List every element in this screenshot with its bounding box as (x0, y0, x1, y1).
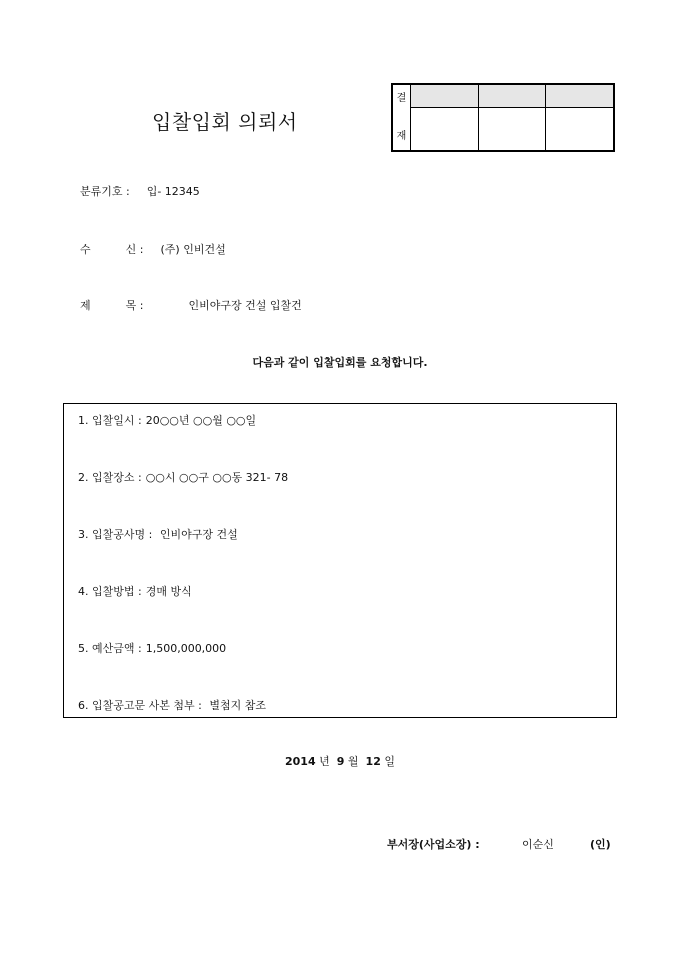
signature-label: 부서장(사업소장) : (387, 838, 480, 851)
subject-value: 인비야구장 건설 입찰건 (188, 299, 302, 312)
subject-label-2: 목 : (125, 299, 144, 312)
detail-item (78, 640, 226, 656)
approval-header-cell[interactable] (478, 85, 546, 108)
classification-value: 입- 12345 (146, 185, 200, 198)
approval-header-cell[interactable] (546, 85, 614, 108)
approval-box (391, 83, 615, 152)
subject-row (80, 297, 302, 313)
detail-label: 6. 입찰공고문 사본 첨부 : (78, 699, 202, 712)
recipient-value: (주) 인비건설 (160, 243, 226, 256)
recipient-label-2: 신 : (125, 243, 144, 256)
signature-seal: (인) (590, 838, 611, 851)
detail-value: 별첨지 참조 (205, 699, 266, 712)
date-month-unit: 월 (347, 755, 359, 768)
detail-value: 20○○년 ○○월 ○○일 (145, 414, 257, 427)
detail-item (78, 583, 192, 599)
detail-value: 1,500,000,000 (145, 642, 227, 655)
date-year: 2014 (284, 755, 316, 768)
classification-row (80, 183, 200, 199)
approval-sign-cell[interactable] (478, 108, 546, 151)
date-year-unit: 년 (319, 755, 330, 768)
details-box (63, 403, 617, 718)
detail-label: 2. 입찰장소 : (78, 471, 142, 484)
document-title: 입찰입회 의뢰서 (152, 110, 298, 134)
detail-item (78, 469, 288, 485)
date-day-unit: 일 (384, 755, 395, 768)
recipient-label-1: 수 (80, 243, 91, 256)
document-date (0, 753, 680, 769)
approval-sign-cell[interactable] (546, 108, 614, 151)
detail-value: ○○시 ○○구 ○○동 321- 78 (145, 471, 289, 484)
approval-label (393, 85, 411, 151)
approval-sign-cell[interactable] (411, 108, 479, 151)
subject-label-1: 제 (80, 299, 91, 312)
detail-label: 3. 입찰공사명 : (78, 528, 153, 541)
detail-item (78, 412, 256, 428)
classification-label: 분류기호 : (80, 185, 130, 198)
detail-item (78, 526, 238, 542)
date-day: 12 (365, 755, 381, 768)
approval-header-cell[interactable] (411, 85, 479, 108)
detail-label: 1. 입찰일시 : (78, 414, 142, 427)
signature-name: 이순신 (522, 838, 554, 851)
detail-label: 4. 입찰방법 : (78, 585, 142, 598)
detail-value: 인비야구장 건설 (156, 528, 238, 541)
recipient-row (80, 241, 226, 257)
detail-item (78, 697, 266, 713)
approval-label-bottom: 재 (396, 130, 407, 142)
detail-label: 5. 예산금액 : (78, 642, 142, 655)
date-month: 9 (336, 755, 345, 768)
detail-value: 경매 방식 (145, 585, 192, 598)
request-text: 다음과 같이 입찰입회를 요청합니다. (252, 356, 428, 369)
approval-label-top: 결 (396, 92, 407, 104)
